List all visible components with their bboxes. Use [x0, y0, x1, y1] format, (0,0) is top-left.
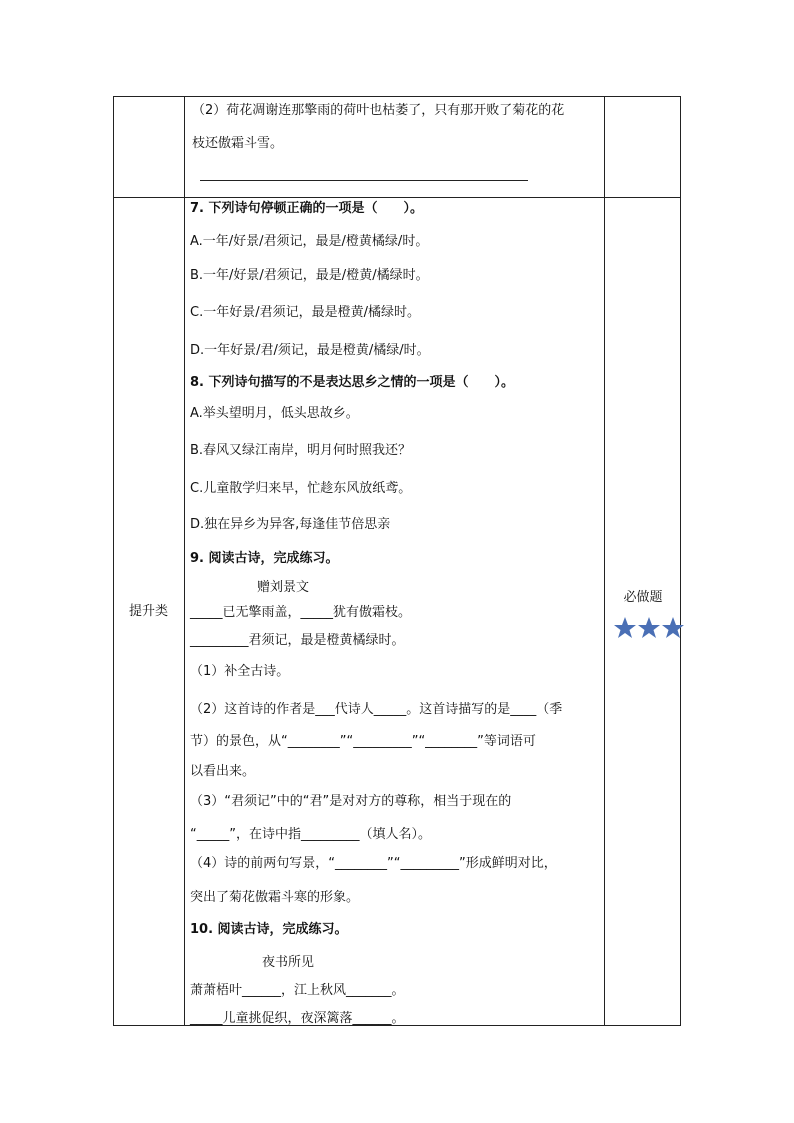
column-divider-1: [184, 96, 185, 1026]
q9-poem-line-2: _________君须记，最是橙黄橘绿时。: [190, 633, 405, 648]
three-star-rating-icon: [613, 616, 685, 640]
q9-sub-3-line-1: （3）“君须记”中的“君”是对对方的尊称，相当于现在的: [190, 794, 512, 809]
q9-sub-4-line-2: 突出了菊花傲霜斗寒的形象。: [190, 890, 360, 905]
star-icon: [614, 617, 636, 638]
table-top-border: [113, 96, 681, 97]
q9-sub-3-line-2: “_____”，在诗中指_________（填人名）。: [190, 827, 431, 842]
star-icon: [638, 617, 660, 638]
top-row-line-2: 枝还傲霜斗雪。: [192, 136, 284, 151]
q7-option-a: A.一年/好景/君须记，最是/橙黄橘绿/时。: [190, 234, 429, 249]
q9-sub-2-line-3: 以看出来。: [190, 764, 256, 779]
top-row-line-1: （2）荷花凋谢连那擎雨的荷叶也枯萎了，只有那开败了菊花的花: [192, 103, 565, 118]
q10-poem-line-2: _____儿童挑促织，夜深篱落______。: [190, 1011, 405, 1026]
category-label: 提升类: [128, 604, 168, 619]
q9-sub-2-line-1: （2）这首诗的作者是___代诗人_____。这首诗描写的是____（季: [190, 702, 563, 717]
q8-option-c: C.儿童散学归来早，忙趁东风放纸鸢。: [190, 481, 412, 496]
q9-sub-4-line-1: （4）诗的前两句写景，“________”“_________”形成鲜明对比，: [190, 856, 557, 871]
q8-option-a: A.举头望明月，低头思故乡。: [190, 406, 359, 421]
q9-sub-1: （1）补全古诗。: [190, 664, 290, 679]
q9-poem-title: 赠刘景文: [257, 580, 310, 595]
q8-title: 8. 下列诗句描写的不是表达思乡之情的一项是（ ）。: [190, 375, 515, 390]
q9-sub-2-line-2: 节）的景色，从“________”“_________”“________”等词语可: [190, 734, 536, 749]
q8-option-b: B.春风又绿江南岸，明月何时照我还？: [190, 443, 412, 458]
q10-poem-title: 夜书所见: [262, 955, 315, 970]
star-icon: [662, 617, 684, 638]
q7-option-d: D.一年好景/君/须记，最是橙黄/橘绿/时。: [190, 343, 430, 358]
q7-option-c: C.一年好景/君须记，最是橙黄/橘绿时。: [190, 305, 420, 320]
q10-poem-line-1: 萧萧梧叶______，江上秋风_______。: [190, 983, 405, 998]
q7-title: 7. 下列诗句停顿正确的一项是（ ）。: [190, 201, 424, 216]
column-divider-2: [604, 96, 605, 1026]
answer-blank-line: [200, 180, 528, 181]
row-divider: [113, 197, 681, 198]
q10-title: 10. 阅读古诗，完成练习。: [190, 922, 348, 937]
requirement-label: 必做题: [623, 590, 663, 605]
table-right-border: [680, 96, 681, 1026]
q9-poem-line-1: _____已无擎雨盖，_____犹有傲霜枝。: [190, 605, 412, 620]
q9-title: 9. 阅读古诗，完成练习。: [190, 551, 339, 566]
q7-option-b: B.一年/好景/君须记，最是/橙黄/橘绿时。: [190, 268, 429, 283]
table-left-border: [113, 96, 114, 1026]
q8-option-d: D.独在异乡为异客,每逢佳节倍思亲: [190, 517, 391, 532]
